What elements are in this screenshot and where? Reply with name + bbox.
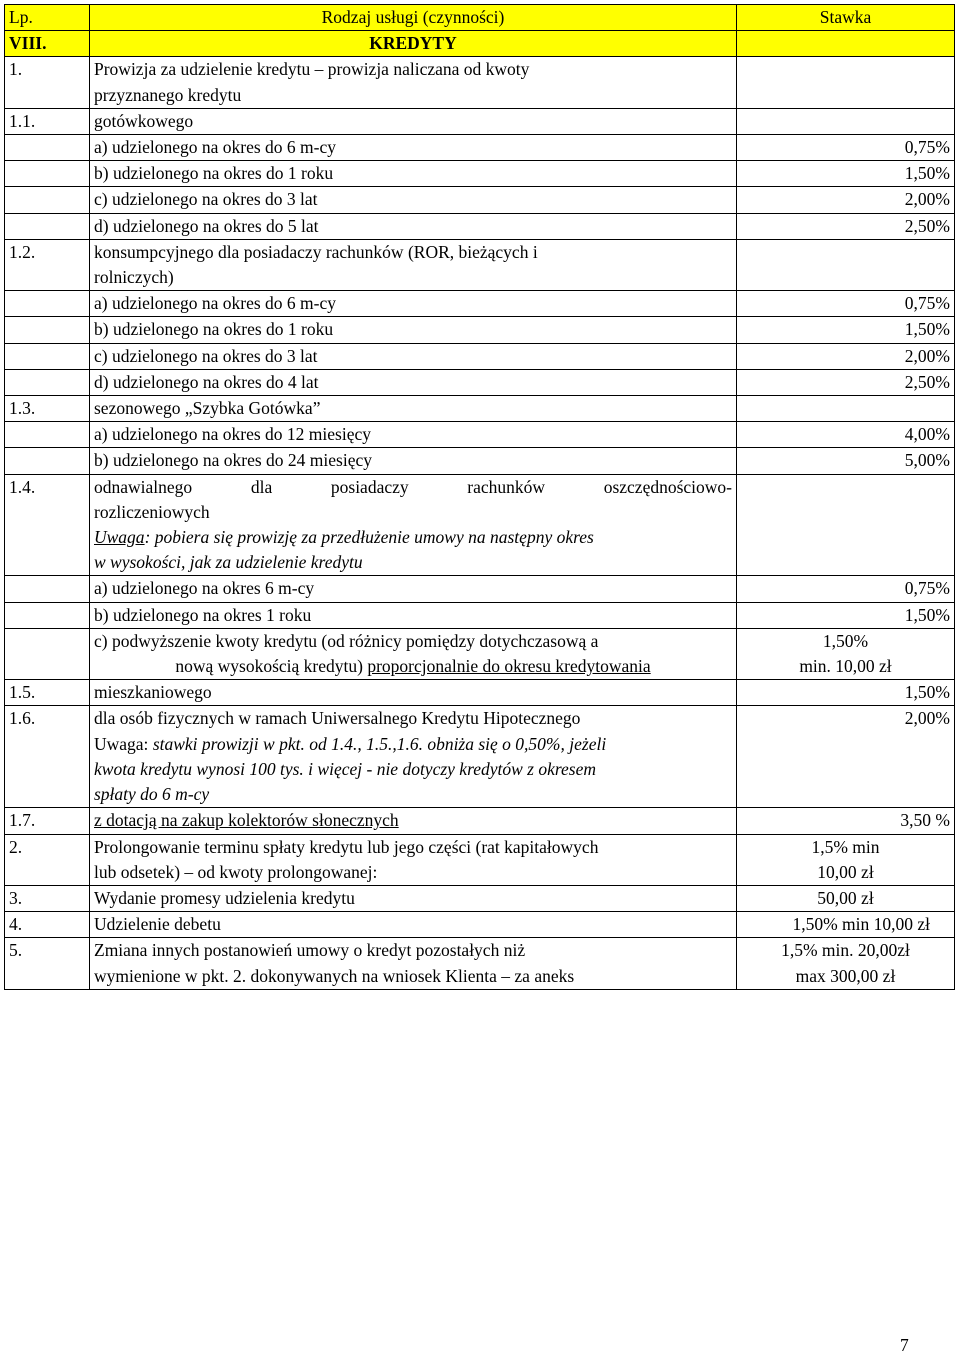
- row-lp: [5, 213, 90, 239]
- rate-line: max 300,00 zł: [795, 965, 896, 986]
- row-lp: [5, 422, 90, 448]
- row-rate: 3,50 %: [737, 808, 955, 834]
- note-text: : pobiera się prowizję za przedłużenie umowy na następny okres: [144, 527, 594, 548]
- row-lp: [5, 628, 90, 679]
- row-rate: [737, 834, 955, 885]
- row-lp: [5, 602, 90, 628]
- row-lp: [5, 448, 90, 474]
- row-lp: 5.: [5, 938, 90, 989]
- row-service: mieszkaniowego: [90, 680, 737, 706]
- table-row: [5, 343, 955, 369]
- row-lp: [5, 161, 90, 187]
- row-rate: 0,75%: [737, 576, 955, 602]
- row-rate: 5,00%: [737, 448, 955, 474]
- row-service: [90, 706, 737, 808]
- table-row: [5, 706, 955, 808]
- row-service-underlined: z dotacją na zakup kolektorów słonecznych: [94, 810, 399, 831]
- row-lp: 2.: [5, 834, 90, 885]
- row-service: gotówkowego: [90, 108, 737, 134]
- row-service: a) udzielonego na okres do 6 m-cy: [90, 135, 737, 161]
- row-service: b) udzielonego na okres do 1 roku: [90, 161, 737, 187]
- row-lp: 1.5.: [5, 680, 90, 706]
- table-row: [5, 108, 955, 134]
- note-line: [94, 732, 732, 757]
- row-rate: 2,50%: [737, 369, 955, 395]
- row-service-line: rolniczych): [94, 267, 174, 288]
- row-service-text: nową wysokością kredytu): [175, 656, 368, 677]
- row-service: b) udzielonego na okres do 1 roku: [90, 317, 737, 343]
- row-service-line: konsumpcyjnego dla posiadaczy rachunków (ROR, bieżących i: [94, 241, 538, 262]
- row-rate: 1,50%: [737, 680, 955, 706]
- row-service-line: rozliczeniowych: [94, 501, 210, 522]
- table-row: [5, 135, 955, 161]
- row-service: c) udzielonego na okres do 3 lat: [90, 343, 737, 369]
- row-rate: 1,50%: [737, 602, 955, 628]
- table-row: [5, 239, 955, 290]
- row-lp: 1.2.: [5, 239, 90, 290]
- row-rate: 50,00 zł: [737, 885, 955, 911]
- row-service: [90, 57, 737, 108]
- page-number: 7: [900, 1335, 909, 1355]
- row-rate: 4,00%: [737, 422, 955, 448]
- row-service: a) udzielonego na okres do 12 miesięcy: [90, 422, 737, 448]
- rate-line: 10,00 zł: [817, 861, 874, 882]
- row-lp: 1.: [5, 57, 90, 108]
- row-lp: 1.6.: [5, 706, 90, 808]
- table-row: [5, 213, 955, 239]
- rate-line: 1,5% min: [811, 836, 880, 857]
- table-row: [5, 396, 955, 422]
- header-service: Rodzaj usługi (czynności): [90, 5, 737, 31]
- row-service: b) udzielonego na okres 1 roku: [90, 602, 737, 628]
- section-row: [5, 31, 955, 57]
- row-service-line: Prolongowanie terminu spłaty kredytu lub jego części (rat kapitałowych: [94, 836, 599, 857]
- table-row: [5, 938, 955, 989]
- row-lp: [5, 187, 90, 213]
- note-text: stawki prowizji w pkt. od 1.4., 1.5.,1.6. obniża się o 0,50%, jeżeli: [148, 733, 607, 754]
- row-service-line: lub odsetek) – od kwoty prolongowanej:: [94, 861, 378, 882]
- row-lp: 1.1.: [5, 108, 90, 134]
- row-lp: [5, 135, 90, 161]
- header-lp: Lp.: [5, 5, 90, 31]
- table-row: [5, 576, 955, 602]
- row-service-line: Prowizja za udzielenie kredytu – prowizja naliczana od kwoty: [94, 59, 530, 80]
- row-rate: [737, 628, 955, 679]
- row-service: [90, 474, 737, 576]
- row-service: b) udzielonego na okres do 24 miesięcy: [90, 448, 737, 474]
- table-row: [5, 57, 955, 108]
- table-row: [5, 187, 955, 213]
- row-rate: 1,50%: [737, 161, 955, 187]
- table-row: [5, 317, 955, 343]
- table-row: [5, 912, 955, 938]
- row-service-line: Zmiana innych postanowień umowy o kredyt pozostałych niż: [94, 940, 526, 961]
- section-rate: [737, 31, 955, 57]
- table-row: [5, 834, 955, 885]
- table-row: [5, 161, 955, 187]
- table-row: [5, 474, 955, 576]
- row-service-line: c) podwyższenie kwoty kredytu (od różnicy pomiędzy dotychczasową a: [94, 630, 599, 651]
- row-service: [90, 834, 737, 885]
- row-lp: [5, 576, 90, 602]
- table-row: [5, 602, 955, 628]
- note-line: [94, 525, 732, 550]
- table-row: [5, 422, 955, 448]
- row-service: Udzielenie debetu: [90, 912, 737, 938]
- row-service: c) udzielonego na okres do 3 lat: [90, 187, 737, 213]
- row-rate: [737, 938, 955, 989]
- note-line: spłaty do 6 m-cy: [94, 784, 210, 805]
- row-lp: 1.3.: [5, 396, 90, 422]
- rate-line: min. 10,00 zł: [799, 656, 892, 677]
- row-rate: [737, 474, 955, 576]
- row-service: d) udzielonego na okres do 4 lat: [90, 369, 737, 395]
- fee-table: [4, 4, 955, 990]
- row-service: d) udzielonego na okres do 5 lat: [90, 213, 737, 239]
- row-rate: 1,50%: [737, 317, 955, 343]
- header-row: [5, 5, 955, 31]
- table-row: [5, 628, 955, 679]
- row-lp: 3.: [5, 885, 90, 911]
- table-row: [5, 680, 955, 706]
- note-line: w wysokości, jak za udzielenie kredytu: [94, 552, 363, 573]
- row-service: a) udzielonego na okres do 6 m-cy: [90, 291, 737, 317]
- row-service-line: przyznanego kredytu: [94, 84, 242, 105]
- row-service: a) udzielonego na okres 6 m-cy: [90, 576, 737, 602]
- table-row: [5, 448, 955, 474]
- row-lp: [5, 317, 90, 343]
- row-service-line: wymienione w pkt. 2. dokonywanych na wniosek Klienta – za aneks: [94, 965, 575, 986]
- row-service: [90, 239, 737, 290]
- row-service: [90, 808, 737, 834]
- table-row: [5, 808, 955, 834]
- row-service-underlined: proporcjonalnie do okresu kredytowania: [367, 656, 651, 677]
- note-label: Uwaga:: [94, 733, 149, 754]
- row-service: Wydanie promesy udzielenia kredytu: [90, 885, 737, 911]
- row-lp: [5, 343, 90, 369]
- row-lp: [5, 369, 90, 395]
- row-rate: 0,75%: [737, 135, 955, 161]
- row-lp: 4.: [5, 912, 90, 938]
- row-rate: 0,75%: [737, 291, 955, 317]
- section-title: KREDYTY: [90, 31, 737, 57]
- row-service: [90, 628, 737, 679]
- row-service: [90, 938, 737, 989]
- row-rate: [737, 57, 955, 108]
- row-rate: [737, 239, 955, 290]
- note-label: Uwaga: [94, 527, 145, 548]
- row-rate: [737, 396, 955, 422]
- rate-line: 1,50%: [822, 630, 869, 651]
- row-lp: 1.7.: [5, 808, 90, 834]
- table-row: [5, 369, 955, 395]
- row-service: sezonowego „Szybka Gotówka”: [90, 396, 737, 422]
- row-rate: 2,00%: [737, 343, 955, 369]
- section-lp: VIII.: [5, 31, 90, 57]
- row-rate: 2,00%: [737, 187, 955, 213]
- table-row: [5, 291, 955, 317]
- row-rate: 2,50%: [737, 213, 955, 239]
- row-service-line: odnawialnego dla posiadaczy rachunków oszczędnościowo-: [94, 476, 732, 497]
- note-line: kwota kredytu wynosi 100 tys. i więcej - nie dotyczy kredytów z okresem: [94, 758, 597, 779]
- row-rate: 2,00%: [737, 706, 955, 808]
- header-rate: Stawka: [737, 5, 955, 31]
- row-lp: 1.4.: [5, 474, 90, 576]
- row-rate: [737, 108, 955, 134]
- row-service-line: [94, 654, 732, 679]
- table-row: [5, 885, 955, 911]
- rate-line: 1,5% min. 20,00zł: [781, 940, 910, 961]
- row-rate: 1,50% min 10,00 zł: [737, 912, 955, 938]
- row-lp: [5, 291, 90, 317]
- row-service-line: dla osób fizycznych w ramach Uniwersalnego Kredytu Hipotecznego: [94, 708, 581, 729]
